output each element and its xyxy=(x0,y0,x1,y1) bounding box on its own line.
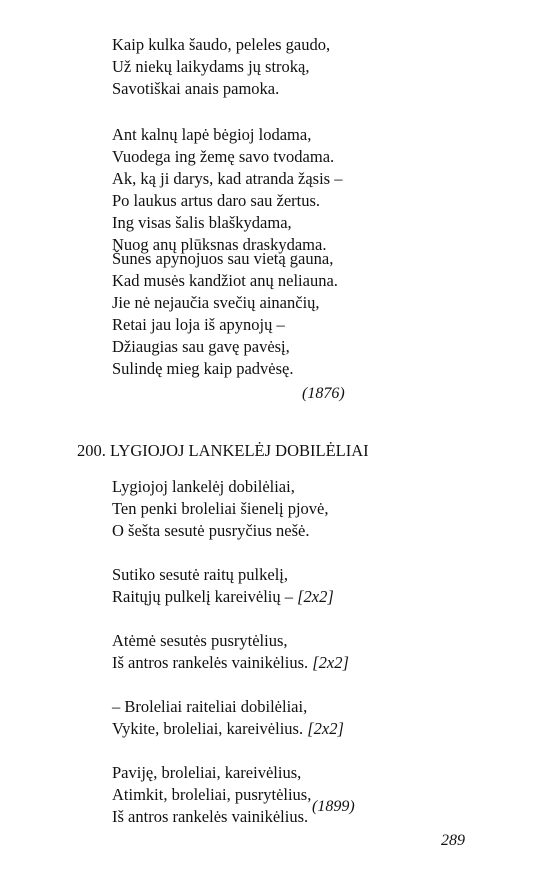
verse-line xyxy=(112,520,329,542)
verse-line xyxy=(112,564,334,586)
verse-line: Kad musės kandžiot anų neliauna. xyxy=(112,271,338,290)
verse-line xyxy=(112,762,311,784)
verse-text: Raitųjų pulkelį kareivėlių – xyxy=(112,587,298,606)
poem2-stanza-4 xyxy=(112,696,344,740)
poem2-stanza-2 xyxy=(112,564,334,608)
poem2-stanza-5 xyxy=(112,762,311,828)
verse-line: Už niekų laikydams jų stroką, xyxy=(112,57,310,76)
verse-line xyxy=(112,476,329,498)
repeat-mark: [2x2] xyxy=(312,653,349,672)
poem1-stanza-2 xyxy=(112,124,342,256)
poem1-stanza-3 xyxy=(112,248,338,380)
poem2-date: (1899) xyxy=(312,798,355,815)
verse-text: Iš antros rankelės vainikėlius. xyxy=(112,653,313,672)
verse-line xyxy=(112,586,334,608)
verse-line xyxy=(112,630,349,652)
verse-text: Ten penki broleliai šienelį pjovė, xyxy=(112,499,329,518)
verse-text: Atimkit, broleliai, pusrytėlius, xyxy=(112,785,312,804)
verse-line xyxy=(112,806,311,828)
verse-text: – Broleliai raiteliai dobilėliai, xyxy=(112,697,308,716)
verse-line: Nuog anų plūksnas draskydama. xyxy=(112,235,327,254)
verse-text: Lygiojoj lankelėj dobilėliai, xyxy=(112,477,295,496)
poem2-heading: 200. LYGIOJOJ LANKELĖJ DOBILĖLIAI xyxy=(77,441,369,460)
verse-line: Jie nė nejaučia svečių ainančių, xyxy=(112,293,320,312)
verse-line: Šunes apynojuos sau vietą gauna, xyxy=(112,249,334,268)
poem2-stanza-1 xyxy=(112,476,329,542)
verse-line: Ak, ką ji darys, kad atranda žąsis – xyxy=(112,169,343,188)
verse-line xyxy=(112,718,344,740)
repeat-mark: [2x2] xyxy=(297,587,334,606)
verse-line: Kaip kulka šaudo, peleles gaudo, xyxy=(112,35,331,54)
verse-text: Atėmė sesutės pusrytėlius, xyxy=(112,631,288,650)
verse-line: Džiaugias sau gavę pavėsį, xyxy=(112,337,290,356)
verse-text: Sutiko sesutė raitų pulkelį, xyxy=(112,565,288,584)
verse-line: Retai jau loja iš apynojų – xyxy=(112,315,285,334)
poem2-stanza-3 xyxy=(112,630,349,674)
verse-line: Savotiškai anais pamoka. xyxy=(112,79,280,98)
poem1-stanza-1 xyxy=(112,34,330,100)
repeat-mark: [2x2] xyxy=(307,719,344,738)
verse-text: O šešta sesutė pusryčius nešė. xyxy=(112,521,310,540)
verse-text: Vykite, broleliai, kareivėlius. xyxy=(112,719,308,738)
page-number: 289 xyxy=(441,832,465,849)
verse-line: Ant kalnų lapė bėgioj lodama, xyxy=(112,125,312,144)
verse-line xyxy=(112,696,344,718)
verse-line: Vuodega ing žemę savo tvodama. xyxy=(112,147,335,166)
verse-text: Paviję, broleliai, kareivėlius, xyxy=(112,763,302,782)
verse-line: Sulindę mieg kaip padvėsę. xyxy=(112,359,294,378)
verse-line xyxy=(112,652,349,674)
poem1-date: (1876) xyxy=(302,385,345,402)
verse-line: Po laukus artus daro sau žertus. xyxy=(112,191,321,210)
verse-line xyxy=(112,498,329,520)
verse-line: Ing visas šalis blaškydama, xyxy=(112,213,292,232)
verse-line xyxy=(112,784,311,806)
verse-text: Iš antros rankelės vainikėlius. xyxy=(112,807,309,826)
